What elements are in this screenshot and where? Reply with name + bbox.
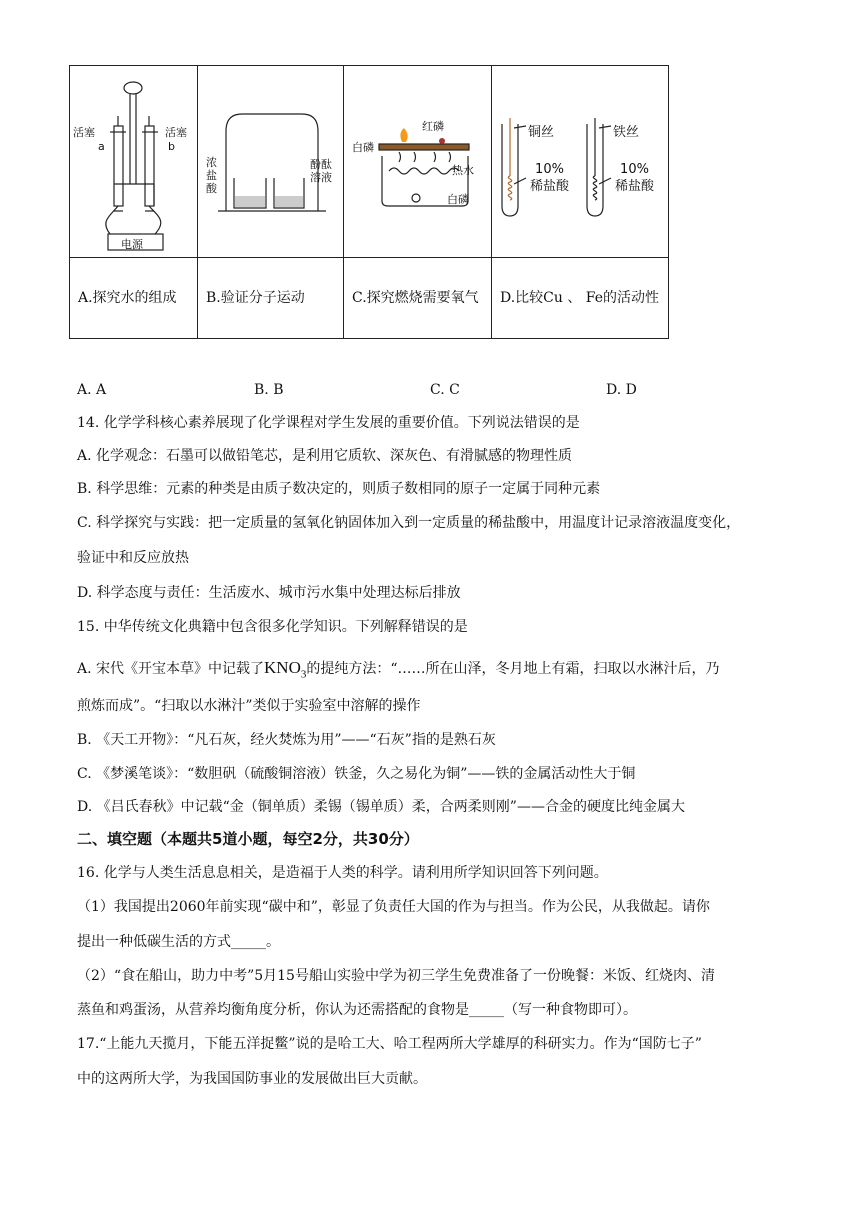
q15-option-b: B. 《天工开物》：“凡石灰，经火焚炼为用”——“石灰”指的是熟石灰 xyxy=(77,732,496,748)
phenolphthalein-label: 酚酞 溶液 xyxy=(310,158,332,184)
tube-b-label: b xyxy=(168,140,175,153)
q17-line1: 17.“上能九天揽月，下能五洋捉鳖”说的是哈工大、哈工程两所大学雄厚的科研实力。作为“国防七子” xyxy=(77,1036,702,1052)
kno3-formula xyxy=(264,658,307,681)
stopcock-left-label: 活塞 xyxy=(73,126,95,139)
white-phosphorus-bottom-label: 白磷 xyxy=(447,193,469,206)
hcl-right-label: 10% 稀盐酸 xyxy=(615,162,655,194)
red-phosphorus-label: 红磷 xyxy=(422,120,444,133)
q15-option-a-line2: 煎炼而成”。“扫取以水淋汁”类似于实验室中溶解的操作 xyxy=(77,698,421,714)
q15-option-c: C. 《梦溪笔谈》：“数胆矾（硫酸铜溶液）铁釜，久之易化为铜”——铁的金属活动性大于铜 xyxy=(77,766,636,782)
section-heading: 二、填空题（本题共5道小题，每空2分，共30分） xyxy=(77,830,419,848)
q14-option-b: B. 科学思维：元素的种类是由质子数决定的，则质子数相同的原子一定属于同种元素 xyxy=(77,481,601,497)
q16-part2-line1: （2）“食在船山，助力中考”5月15号船山实验中学为初三学生免费准备了一份晚餐：米饭、红烧肉、清 xyxy=(77,968,715,984)
q14-stem: 14. 化学学科核心素养展现了化学课程对学生发展的重要价值。下列说法错误的是 xyxy=(77,415,580,431)
q15-a-prefix: A. 宋代《开宝本草》中记载了 xyxy=(77,661,265,677)
caption-a: A.探究水的组成 xyxy=(70,258,198,339)
power-supply-label: 电源 xyxy=(121,238,143,251)
q15-a-suffix: 的提纯方法：“……所在山泽，冬月地上有霜，扫取以水淋汁后，乃 xyxy=(306,661,720,677)
iron-wire-label: 铁丝 xyxy=(613,125,640,140)
q14-option-a: A. 化学观念：石墨可以做铅笔芯，是利用它质软、深灰色、有滑腻感的物理性质 xyxy=(77,448,573,464)
conc-hcl-label: 浓 盐 酸 xyxy=(206,156,217,195)
option-a: A. A xyxy=(77,382,107,398)
option-d: D. D xyxy=(606,382,637,398)
option-b: B. B xyxy=(254,382,284,398)
option-c: C. C xyxy=(430,382,460,398)
figure-electrolysis xyxy=(70,66,198,258)
hot-water-label: 热水 xyxy=(452,164,474,177)
copper-wire-label: 铜丝 xyxy=(528,125,555,140)
q16-part1-line2: 提出一种低碳生活的方式_____。 xyxy=(77,934,280,950)
q16-part1-line1: （1）我国提出2060年前实现“碳中和”，彰显了负责任大国的作为与担当。作为公民，从我做起。请你 xyxy=(77,899,710,915)
electrolysis-apparatus-diagram xyxy=(70,66,197,257)
q15-option-d: D. 《吕氏春秋》中记载“金（铜单质）柔锡（锡单质）柔，合两柔则刚”——合金的硬度比纯金属大 xyxy=(77,799,685,815)
caption-d: D.比较Cu 、 Fe的活动性 xyxy=(492,258,669,339)
figure-metal-activity xyxy=(492,66,669,258)
tube-a-label: a xyxy=(98,140,105,153)
q15-option-a-line1 xyxy=(77,659,720,683)
kno3-main: KNO xyxy=(264,658,301,677)
caption-b: B.验证分子运动 xyxy=(198,258,344,339)
q16-stem: 16. 化学与人类生活息息相关，是造福于人类的科学。请利用所学知识回答下列问题。 xyxy=(77,865,608,881)
white-phosphorus-top-label: 白磷 xyxy=(352,141,374,154)
experiment-table xyxy=(69,65,669,339)
hcl-left-label: 10% 稀盐酸 xyxy=(530,162,570,194)
q14-option-c-line1: C. 科学探究与实践：把一定质量的氢氧化钠固体加入到一定质量的稀盐酸中，用温度计记录溶液温度变化， xyxy=(77,515,741,531)
q14-option-d: D. 科学态度与责任：生活废水、城市污水集中处理达标后排放 xyxy=(77,585,461,601)
q16-part2-line2: 蒸鱼和鸡蛋汤，从营养均衡角度分析，你认为还需搭配的食物是_____（写一种食物即可）。 xyxy=(77,1002,637,1018)
q14-option-c-line2: 验证中和反应放热 xyxy=(77,550,189,566)
figure-combustion xyxy=(344,66,492,258)
figure-molecule-motion xyxy=(198,66,344,258)
q15-stem: 15. 中华传统文化典籍中包含很多化学知识。下列解释错误的是 xyxy=(77,619,468,635)
stopcock-right-label: 活塞 xyxy=(165,126,187,139)
q17-line2: 中的这两所大学，为我国国防事业的发展做出巨大贡献。 xyxy=(77,1071,427,1087)
kno3-subscript: 3 xyxy=(300,668,307,681)
caption-c: C.探究燃烧需要氧气 xyxy=(344,258,492,339)
